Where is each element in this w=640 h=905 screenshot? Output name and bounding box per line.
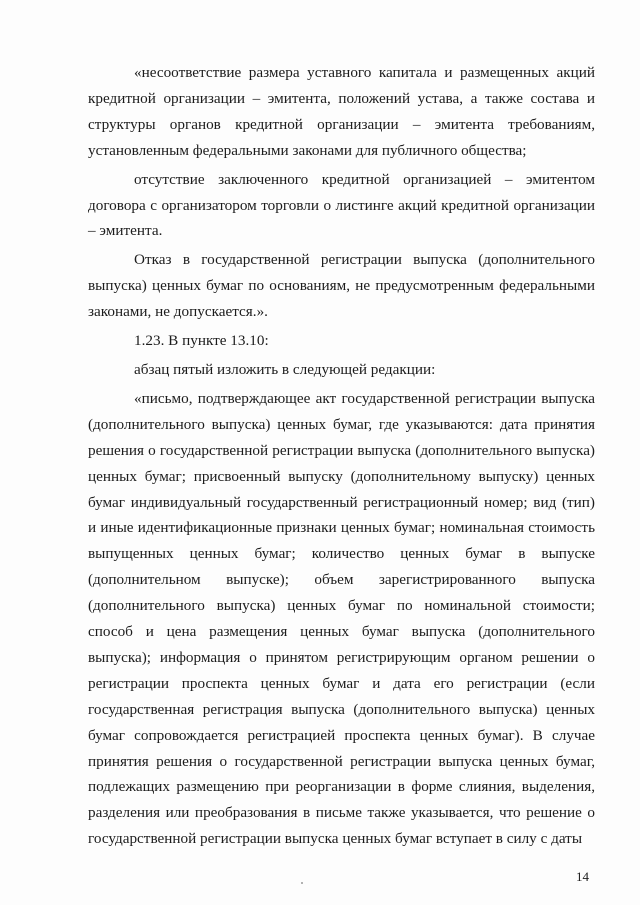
paragraph-registration-letter: «письмо, подтверждающее акт государственной регистрации выпуска (дополнительного выпуска) ценных бумаг, где указываются: дата принятия решения о государственной регистрации выпуска (дополнительного выпуска) ценных бумаг; присвоенный выпуску (дополнительному выпуску) ценных бумаг индивидуальный государственный регистрационный номер; вид (тип) и иные идентификационные признаки ценных бумаг; номинальная стоимость выпущенных ценных бумаг; количество ценных бумаг в выпуске (дополнительном выпуске); объем зарегистрированного выпуска (дополнительного выпуска) ценных бумаг по номинальной стоимости; способ и цена размещения ценных бумаг выпуска (дополнительного выпуска); информация о принятом регистрирующим органом решении о регистрации проспекта ценных бумаг и дата его регистрации (если государственная регистрация выпуска (дополнительного выпуска) ценных бумаг сопровождается регистрацией проспекта ценных бумаг). В случае принятия решения о государственной регистрации выпуска ценных бумаг, подлежащих размещению при реорганизации в форме слияния, выделения, разделения или преобразования в письме также указывается, что решение о государственной регистрации выпуска ценных бумаг вступает в силу с даты	[88, 389, 595, 848]
page-number: 14	[576, 869, 589, 884]
document-body	[88, 60, 595, 852]
scan-speck	[301, 882, 303, 884]
paragraph-no-listing-agreement: отсутствие заключенного кредитной организацией – эмитентом договора с организатором торговли о листинге акций кредитной организации – эмитента.	[88, 170, 595, 240]
paragraph-refusal-grounds: Отказ в государственной регистрации выпуска (дополнительного выпуска) ценных бумаг по основаниям, не предусмотренным федеральными законами, не допускается.».	[88, 251, 595, 321]
paragraph-charter-capital-mismatch: «несоответствие размера уставного капитала и размещенных акций кредитной организации – эмитента, положений устава, а также состава и структуры органов кредитной организации – эмитента требованиям, установленным федеральными законами для публичного общества;	[88, 64, 595, 159]
paragraph-amendment-instruction: абзац пятый изложить в следующей редакции:	[134, 360, 436, 378]
paragraph-clause-heading: 1.23. В пункте 13.10:	[134, 332, 269, 350]
